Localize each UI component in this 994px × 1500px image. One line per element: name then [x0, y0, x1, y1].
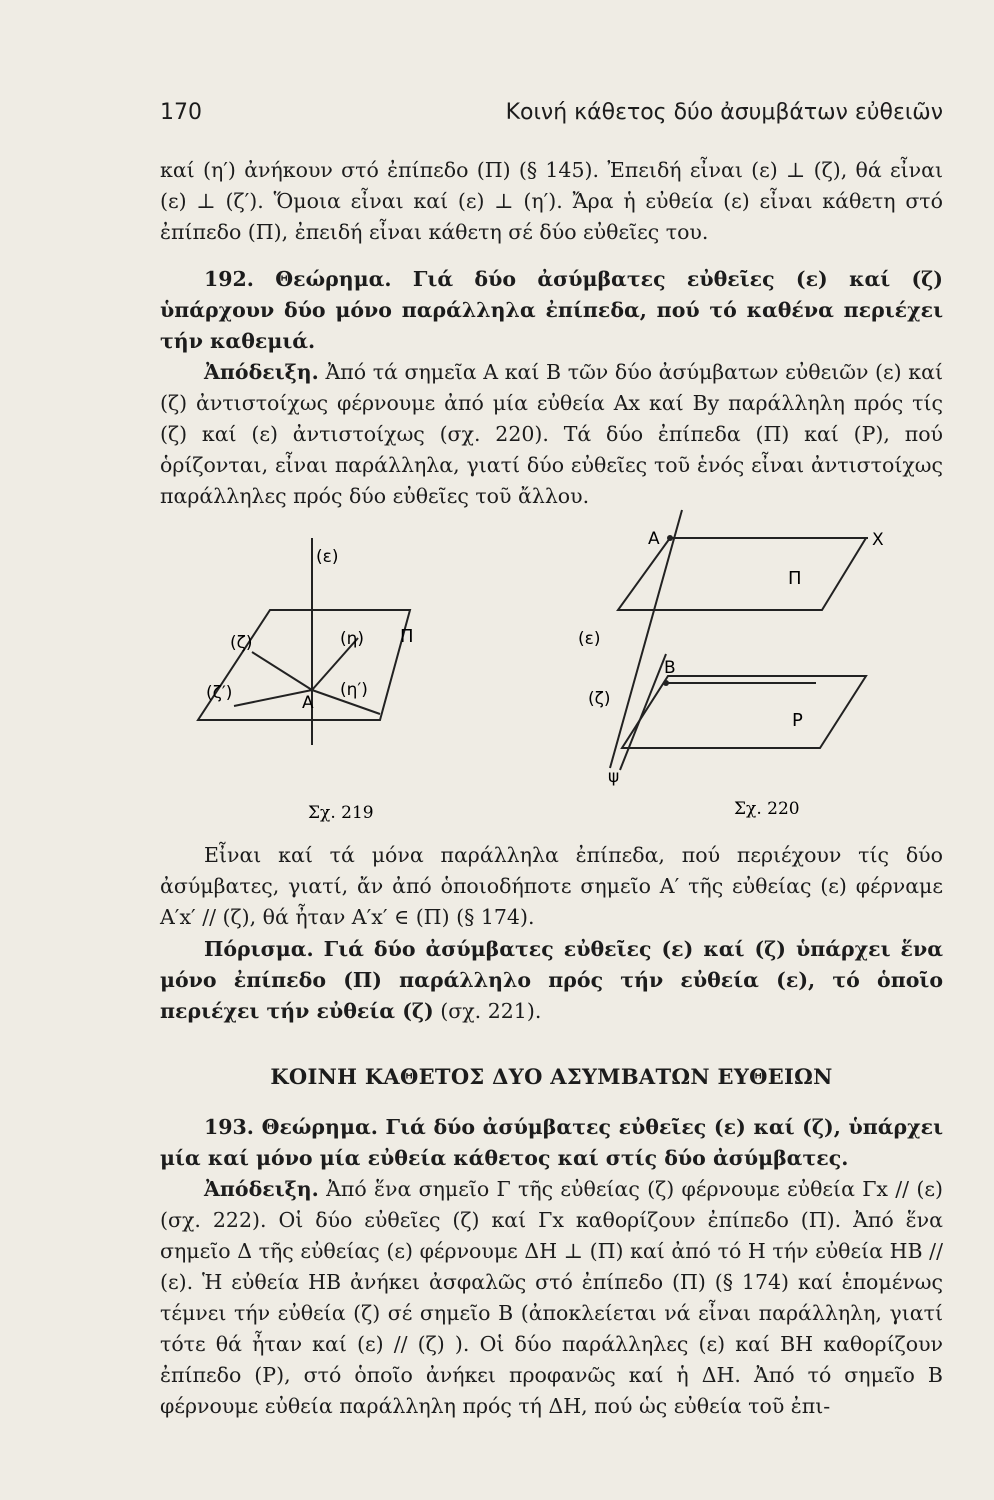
label-e: (ε)	[316, 547, 339, 567]
theorem-192-label: 192. Θεώρημα.	[204, 267, 392, 291]
label-e: (ε)	[578, 629, 601, 649]
line-z2	[234, 690, 312, 706]
label-plane-p: Π	[788, 568, 802, 589]
proof-label: Ἀπόδειξη.	[204, 1177, 319, 1201]
page-header	[160, 100, 943, 134]
proof-label: Ἀπόδειξη.	[204, 360, 319, 384]
theorem-193-proof	[160, 1174, 943, 1422]
label-z: (ζ)	[588, 689, 611, 709]
theorem-193-statement	[160, 1112, 943, 1174]
section-title: ΚΟΙΝΗ ΚΑΘΕΤΟΣ ΔΥΟ ΑΣΥΜΒΑΤΩΝ ΕΥΘΕΙΩΝ	[270, 1064, 833, 1089]
label-plane-p: Π	[400, 626, 414, 647]
corollary	[160, 934, 943, 1027]
paragraph-text: Εἶναι καί τά μόνα παράλληλα ἐπίπεδα, πού περιέχουν τίς δύο ἀσύμβατες, γιατί, ἄν ἀπό ὁποιοδήποτε σημεῖο Α′ τῆς εὐθείας (ε) φέρναμε Α′x′ // (ζ), θά ἦταν Α′x′ ∈ (Π) (§ 174).	[160, 843, 943, 929]
label-plane-r: Ρ	[792, 710, 803, 731]
label-a: Α	[648, 529, 660, 549]
caption-219: Σχ. 219	[308, 803, 374, 823]
proof-text: Ἀπό ἕνα σημεῖο Γ τῆς εὐθείας (ζ) φέρνουμε εὐθεία Γx // (ε) (σχ. 222). Οἱ δύο εὐθεῖες (ζ) καί Γx καθορίζουν ἐπίπεδο (Π). Ἀπό ἕνα σημεῖο Δ τῆς εὐθείας (ε) φέρνουμε ΔΗ ⊥ (Π) καί ἀπό τό Η τήν εὐθεία ΗΒ // (ε). Ἡ εὐθεία ΗΒ ἀνήκει ἀσφαλῶς στό ἐπίπεδο (Π) (§ 174) καί ἑπομένως τέμνει τήν εὐθεία (ζ) σέ σημεῖο Β (ἀποκλείεται νά εἶναι παράλληλη, γιατί τότε θά ἦταν καί (ε) // (ζ) ). Οἱ δύο παράλληλες (ε) καί ΒΗ καθορίζουν ἐπίπεδο (Ρ), στό ὁποῖο ἀνήκει προφανῶς καί ἡ ΔΗ. Ἀπό τό σημεῖο Β φέρνουμε εὐθεία παράλληλη πρός τή ΔΗ, πού ὡς εὐθεία τοῦ ἐπι-	[160, 1177, 943, 1418]
point-b	[663, 680, 669, 686]
line-z	[252, 652, 312, 690]
paragraph-continuation	[160, 155, 943, 248]
corollary-label: Πόρισμα.	[204, 937, 314, 961]
paragraph-uniqueness	[160, 840, 943, 933]
label-z: (ζ)	[230, 633, 253, 653]
label-y: ψ	[608, 767, 620, 787]
line-e	[610, 510, 682, 768]
theorem-192	[160, 264, 943, 512]
corollary-statement	[160, 934, 943, 1027]
corollary-ref: (σχ. 221).	[433, 999, 542, 1023]
label-b: Β	[664, 658, 676, 678]
paragraph-text: καί (η′) ἀνήκουν στό ἐπίπεδο (Π) (§ 145). Ἐπειδή εἶναι (ε) ⊥ (ζ), θά εἶναι (ε) ⊥ (ζ′). Ὅμοια εἶναι καί (ε) ⊥ (η′). Ἄρα ἡ εὐθεία (ε) εἶναι κάθετη στό ἐπίπεδο (Π), ἐπειδή εἶναι κάθετη σέ δύο εὐθεῖες του.	[160, 158, 943, 244]
theorem-192-text: Γιά δύο ἀσύμβατες εὐθεῖες (ε) καί (ζ) ὑπάρχουν δύο μόνο παράλληλα ἐπίπεδα, πού τό καθένα περιέχει τήν καθεμιά.	[160, 267, 944, 353]
proof-text: Ἀπό τά σημεῖα Α καί Β τῶν δύο ἀσύμβατων εὐθειῶν (ε) καί (ζ) ἀντιστοίχως φέρνουμε ἀπό μία εὐθεία Αx καί Βy παράλληλη πρός τίς (ζ) καί (ε) ἀντιστοίχως (σχ. 220). Τά δύο ἐπίπεδα (Π) καί (Ρ), πού ὁρίζονται, εἶναι παράλληλα, γιατί δύο εὐθεῖες τοῦ ἑνός εἶναι ἀντιστοίχως παράλληλες πρός δύο εὐθεῖες τοῦ ἄλλου.	[160, 360, 943, 508]
theorem-192-proof	[160, 357, 943, 512]
figure-219	[190, 510, 430, 830]
page-number: 170	[160, 100, 202, 125]
label-h: (η)	[340, 629, 365, 649]
running-title: Κοινή κάθετος δύο ἀσυμβάτων εὐθειῶν	[505, 100, 943, 125]
theorem-193-text: Γιά δύο ἀσύμβατες εὐθεῖες (ε) καί (ζ), ὑπάρχει μία καί μόνο μία εὐθεία κάθετος καί στίς δύο ἀσύμβατες.	[160, 1115, 944, 1170]
figure-220	[566, 508, 910, 830]
caption-220: Σχ. 220	[734, 799, 800, 819]
label-h2: (η′)	[340, 680, 368, 700]
theorem-193-label: 193. Θεώρημα.	[204, 1115, 378, 1139]
label-z2: (ζ′)	[206, 683, 233, 703]
line-by	[620, 654, 666, 770]
corollary-text: Γιά δύο ἀσύμβατες εὐθεῖες (ε) καί (ζ) ὑπάρχει ἕνα μόνο ἐπίπεδο (Π) παράλληλο πρός τήν εὐθεία (ε), τό ὁποῖο περιέχει τήν εὐθεία (ζ)	[160, 937, 943, 1023]
theorem-193	[160, 1112, 943, 1422]
point-a	[667, 535, 673, 541]
label-a: Α	[302, 693, 314, 713]
theorem-192-statement	[160, 264, 943, 357]
plane-r-outline	[622, 676, 866, 748]
label-x: Χ	[872, 530, 884, 550]
